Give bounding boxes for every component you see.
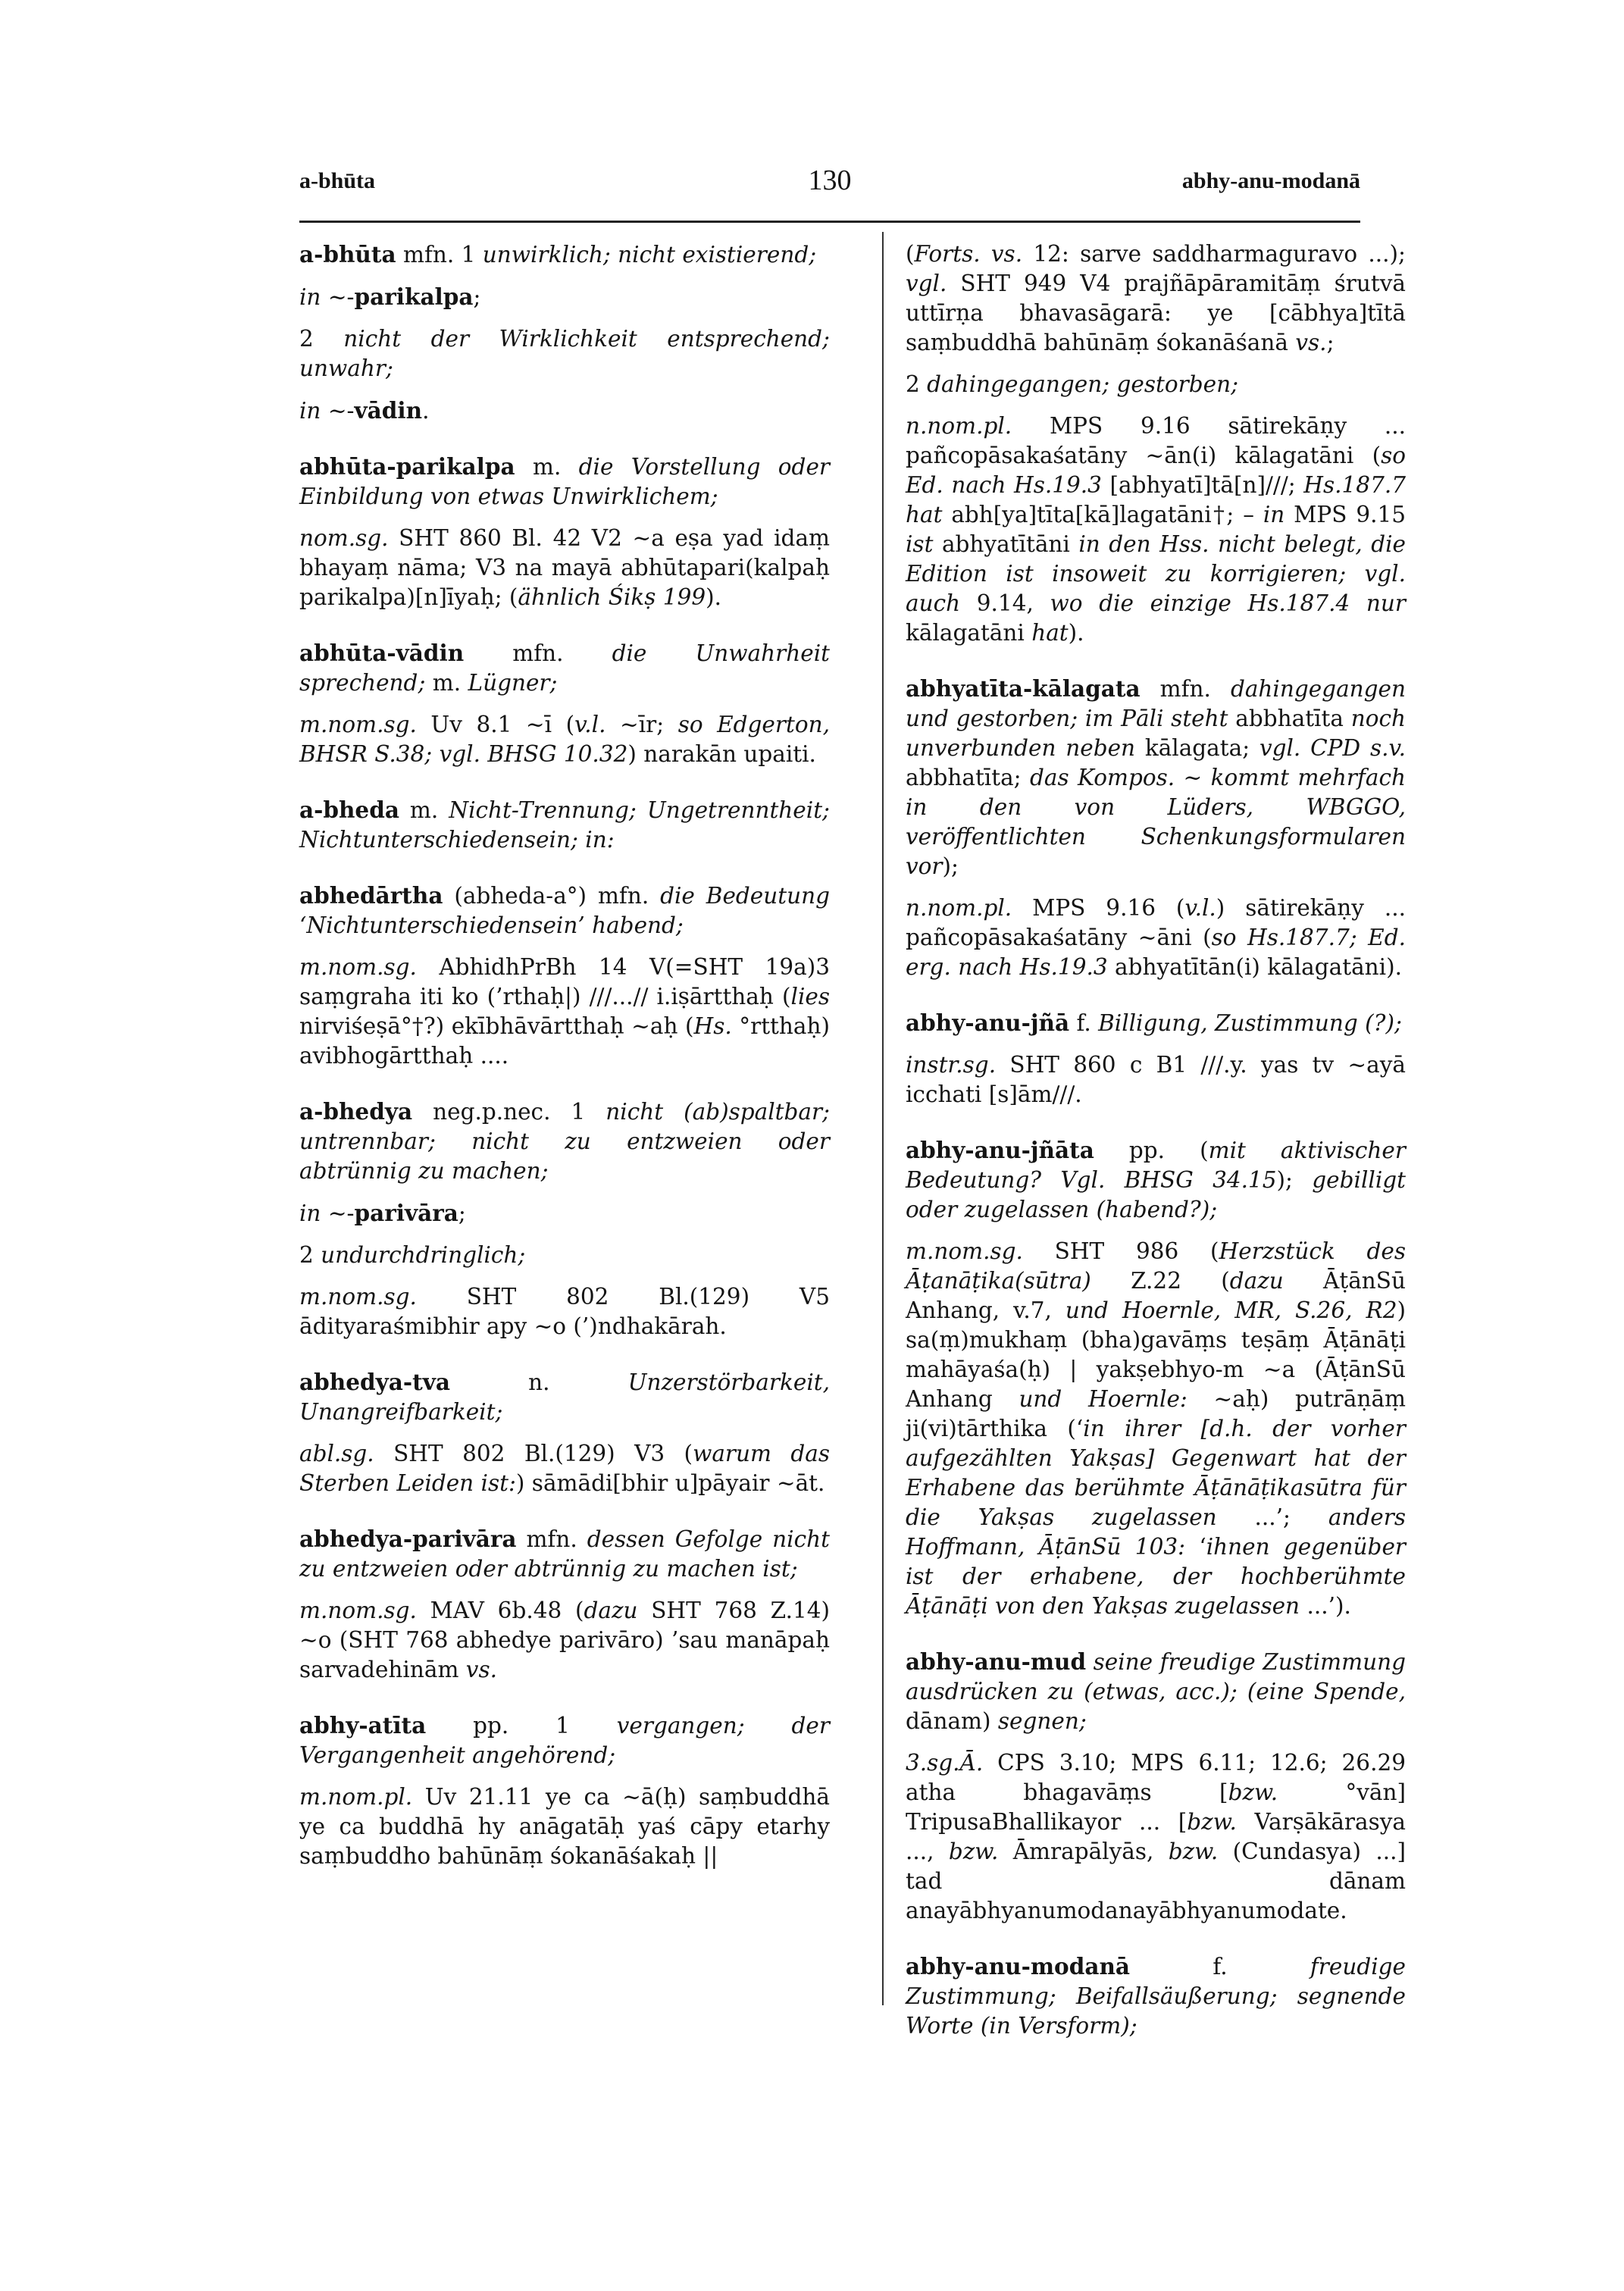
entry-paragraph: n.nom.pl. MPS 9.16 sātirekāṇy ... pañcopāsakaśatāny ~ān(i) kālagatāni (so Ed. nach Hs.19.3 [abhyatī]tā[n]///; Hs.187.7 hat abh[ya]tīta[kā]lagatāni†; – in MPS 9.15 ist abhyatītāni in den Hss. nicht belegt, die Edition ist insoweit zu korrigieren; vgl. auch 9.14, wo die einzige Hs.187.4 nur kālagatāni hat).: [906, 413, 1406, 646]
entry-headword-line: a-bhūta mfn. 1 unwirklich; nicht existierend;: [299, 241, 817, 268]
dictionary-entry: [906, 1135, 1406, 1621]
entry-headword-line: abhy-anu-jñā f. Billigung, Zustimmung (?);: [906, 1009, 1402, 1036]
entry-paragraph: nom.sg. SHT 860 Bl. 42 V2 ~a eṣa yad idaṃ bhayaṃ nāma; V3 na mayā abhūtapari(kalpaḥ parikalpa)[n]īyaḥ; (ähnlich Śikṣ 199).: [299, 525, 830, 610]
entry-headword-line: abhedya-parivāra mfn. dessen Gefolge nicht zu entzweien oder abtrünnig zu machen ist;: [299, 1526, 830, 1582]
entry-headword-line: abhedārtha (abheda-a°) mfn. die Bedeutung ‘Nichtunterschiedensein’ habend;: [299, 882, 830, 938]
dictionary-entry: [299, 795, 830, 855]
dictionary-entry: [906, 239, 1406, 648]
dictionary-entry: [299, 1710, 830, 1871]
page-header: [299, 164, 1360, 214]
entry-headword-line: abhy-anu-mud seine freudige Zustimmung ausdrücken zu (etwas, acc.); (eine Spende, dānam) segnen;: [906, 1648, 1406, 1734]
dictionary-entry: [299, 1097, 830, 1341]
dictionary-entry: [299, 1524, 830, 1685]
entry-headword-line: abhy-atīta pp. 1 vergangen; der Vergangenheit angehörend;: [299, 1712, 830, 1768]
entry-paragraph: 2 undurchdringlich;: [299, 1242, 526, 1268]
dictionary-entry: [299, 881, 830, 1071]
entry-headword-line: abhy-anu-modanā f. freudige Zustimmung; Beifallsäußerung; segnende Worte (in Versform);: [906, 1953, 1406, 2039]
entry-paragraph: 2 nicht der Wirklichkeit entsprechend; unwahr;: [299, 326, 830, 381]
entry-headword-line: abhūta-vādin mfn. die Unwahrheit sprechend; m. Lügner;: [299, 640, 830, 696]
entry-paragraph: m.nom.sg. SHT 802 Bl.(129) V5 ādityaraśmibhir apy ~o (’)ndhakārah.: [299, 1284, 830, 1339]
entry-paragraph: 2 dahingegangen; gestorben;: [906, 371, 1239, 397]
entry-paragraph: in ~-vādin.: [299, 397, 430, 424]
page-number: 130: [808, 164, 852, 196]
entry-headword-line: a-bhedya neg.p.nec. 1 nicht (ab)spaltbar; untrennbar; nicht zu entzweien oder abtrünnig zu machen;: [299, 1098, 830, 1184]
header-rule: [299, 221, 1360, 223]
entry-headword-line: abhedya-tva n. Unzerstörbarkeit, Unangreifbarkeit;: [299, 1369, 830, 1425]
entry-paragraph: m.nom.sg. MAV 6b.48 (dazu SHT 768 Z.14) ~o (SHT 768 abhedye parivāro) ’sau manāpaḥ sarvadehinām vs.: [299, 1598, 830, 1682]
right-column: [906, 239, 1406, 2053]
entry-paragraph: m.nom.sg. SHT 986 (Herzstück des Āṭanāṭika(sūtra) Z.22 (dazu ĀṭānSū Anhang, v.7, und Hoernle, MR, S.26, R2) sa(ṃ)mukhaṃ (bha)gavāṃs teṣāṃ Āṭānāṭi mahāyaśa(ḥ) | yakṣebhyo-m ~a (ĀṭānSū Anhang und Hoernle: ~aḥ) putrāṇāṃ ji(vi)tārthika (‘in ihrer [d.h. der vorher aufgezählten Yakṣas] Gegenwart hat der Erhabene das berühmte Āṭānāṭikasūtra für die Yakṣas zugelassen ...’; anders Hoffmann, ĀṭānSū 103: ‘ihnen gegenüber ist der erhabene, der hochberühmte Āṭānāṭi von den Yakṣas zugelassen ...’).: [906, 1238, 1407, 1619]
dictionary-entry: [299, 638, 830, 769]
dictionary-entry: [299, 239, 830, 426]
entry-headword-line: abhūta-parikalpa m. die Vorstellung oder Einbildung von etwas Unwirklichem;: [299, 453, 830, 509]
entry-paragraph: m.nom.pl. Uv 21.11 ye ca ~ā(ḥ) saṃbuddhā ye ca buddhā hy anāgatāḥ yaś cāpy etarhy saṃbuddho bahūnāṃ śokanāśakaḥ ||: [299, 1784, 830, 1869]
header-right-guide-word: abhy-anu-modanā: [1181, 168, 1360, 193]
header-left-guide-word: a-bhūta: [299, 168, 376, 193]
entry-headword-line: abhyatīta-kālagata mfn. dahingegangen und gestorben; im Pāli steht abbhatīta noch unverbunden neben kālagata; vgl. CPD s.v. abbhatīta; das Kompos. ~ kommt mehrfach in den von Lüders, WBGGO, veröffentlichten Schenkungsformularen vor);: [906, 675, 1406, 879]
column-divider: [882, 232, 884, 2005]
entry-paragraph: abl.sg. SHT 802 Bl.(129) V3 (warum das Sterben Leiden ist:) sāmādi[bhir u]pāyair ~āt.: [299, 1441, 830, 1496]
dictionary-entry: [906, 674, 1406, 982]
entry-headword-line: a-bheda m. Nicht-Trennung; Ungetrenntheit; Nichtunterschiedensein; in:: [299, 797, 830, 853]
entry-headword-line: (Forts. vs. 12: sarve saddharmaguravo ...); vgl. SHT 949 V4 prajñāpāramitāṃ śrutvā uttīrṇa bhavasāgarā: ye [cābhya]tītā saṃbuddhā bahūnāṃ śokanāśanā vs.;: [906, 241, 1406, 355]
entry-paragraph: in ~-parikalpa;: [299, 283, 481, 310]
entry-headword-line: abhy-anu-jñāta pp. (mit aktivischer Bedeutung? Vgl. BHSG 34.15); gebilligt oder zugelassen (habend?);: [906, 1137, 1407, 1222]
entry-paragraph: m.nom.sg. Uv 8.1 ~ī (v.l. ~īr; so Edgerton, BHSR S.38; vgl. BHSG 10.32) narakān upaiti.: [299, 712, 830, 767]
dictionary-entry: [299, 452, 830, 612]
entry-paragraph: 3.sg.Ā. CPS 3.10; MPS 6.11; 12.6; 26.29 atha bhagavāṃs [bzw. °vān] TripusaBhallikayor ... [bzw. Varṣākārasya ..., bzw. Āmrapālyās, bzw. (Cundasya) ...] tad dānam anayābhyanumodanayābhyanumodate.: [906, 1750, 1407, 1923]
dictionary-entry: [906, 1008, 1406, 1110]
entry-paragraph: m.nom.sg. AbhidhPrBh 14 V(=SHT 19a)3 saṃgraha iti ko (’rthaḥ|) ///...// i.iṣārtthaḥ (lies nirviśeṣā°†?) ekībhāvārtthaḥ ~aḥ (Hs. °rtthaḥ) avibhogārtthaḥ ....: [299, 954, 830, 1069]
dictionary-entry: [906, 1951, 1406, 2041]
left-column: [299, 239, 830, 1883]
dictionary-entry: [906, 1647, 1406, 1926]
entry-paragraph: in ~-parivāra;: [299, 1200, 466, 1226]
entry-paragraph: instr.sg. SHT 860 c B1 ///.y. yas tv ~ayā icchati [s]ām///.: [906, 1052, 1406, 1107]
entry-paragraph: n.nom.pl. MPS 9.16 (v.l.) sātirekāṇy ... pañcopāsakaśatāny ~āni (so Hs.187.7; Ed. erg. nach Hs.19.3 abhyatītān(i) kālagatāni).: [906, 895, 1406, 980]
dictionary-entry: [299, 1367, 830, 1498]
